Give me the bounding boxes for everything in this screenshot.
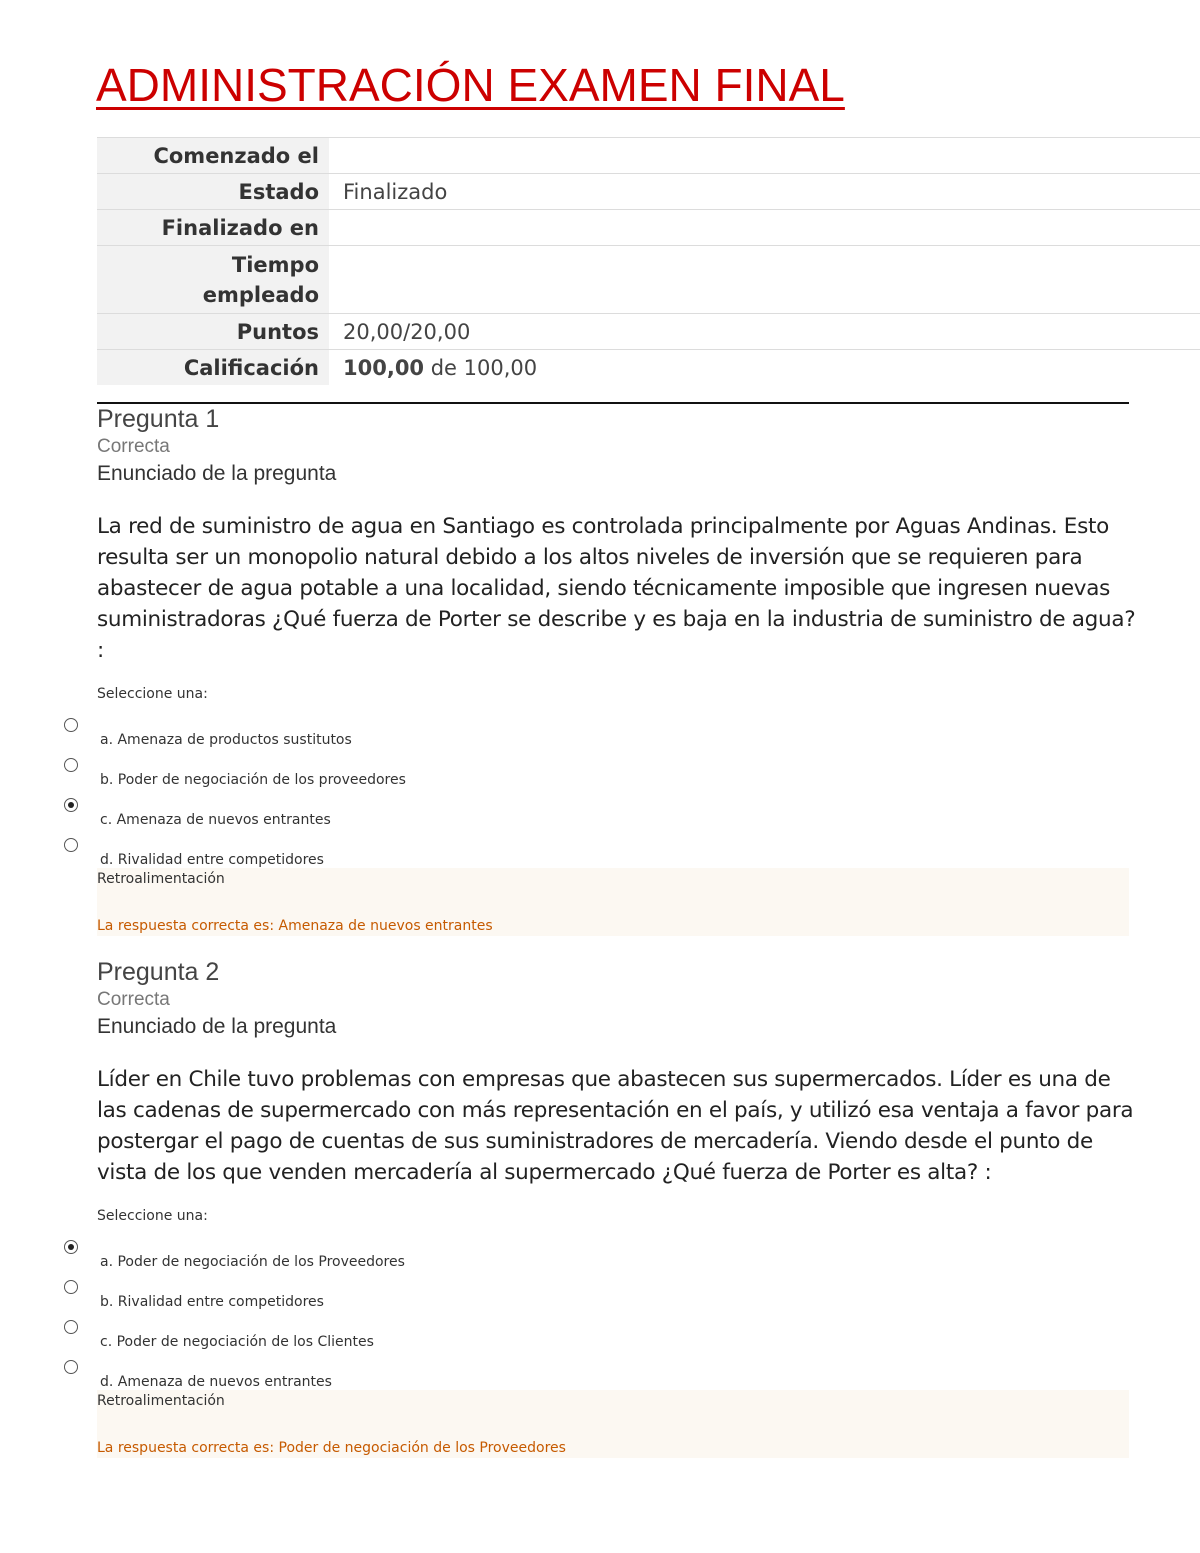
summary-row-time [97, 246, 1200, 314]
option-label: a. Amenaza de productos sustitutos [100, 732, 352, 748]
answer-options [97, 1234, 1137, 1394]
question-heading: Enunciado de la pregunta [97, 462, 337, 485]
option-a[interactable] [97, 1234, 1137, 1274]
radio-b[interactable] [64, 1280, 78, 1294]
started-value [329, 138, 1200, 174]
option-label: c. Poder de negociación de los Clientes [100, 1334, 374, 1350]
option-d[interactable] [97, 1354, 1137, 1394]
points-label: Puntos [97, 314, 329, 350]
option-label: d. Rivalidad entre competidores [100, 852, 324, 868]
option-label: b. Rivalidad entre competidores [100, 1294, 324, 1310]
radio-d[interactable] [64, 838, 78, 852]
time-label-line1: Tiempo [231, 252, 319, 277]
radio-a[interactable] [64, 718, 78, 732]
question-text: Líder en Chile tuvo problemas con empresas que abastecen sus supermercados. Líder es una de las cadenas de supermercado con más representación en el país, y utilizó esa ventaja a favor para postergar el pago de cuentas de sus suministradores de mercadería. Viendo desde el punto de vista de los que venden mercadería al supermercado ¿Qué fuerza de Porter es alta? : [97, 1067, 1134, 1185]
feedback-answer: La respuesta correcta es: Poder de negociación de los Proveedores [97, 1440, 566, 1456]
question-state: Correcta [97, 436, 170, 457]
grade-value: 100,00 [343, 355, 425, 380]
started-label: Comenzado el [97, 138, 329, 174]
question-text: La red de suministro de agua en Santiago es controlada principalmente por Aguas Andinas. Esto resulta ser un monopolio natural debido a los altos niveles de inversión que se requieren para abastecer de agua potable a una localidad, siendo técnicamente imposible que ingresen nuevas suministradoras ¿Qué fuerza de Porter se describe y es baja en la industria de suministro de agua? : [97, 514, 1136, 663]
status-value: Finalizado [329, 174, 1200, 210]
radio-c-selected[interactable] [64, 798, 78, 812]
option-label: a. Poder de negociación de los Proveedores [100, 1254, 405, 1270]
grade-suffix: de 100,00 [424, 355, 538, 380]
answer-options [97, 712, 1137, 872]
summary-row-started [97, 138, 1200, 174]
feedback-label: Retroalimentación [97, 1393, 225, 1409]
points-value: 20,00/20,00 [329, 314, 1200, 350]
option-b[interactable] [97, 752, 1137, 792]
page-title: ADMINISTRACIÓN EXAMEN FINAL [96, 59, 845, 111]
status-label: Estado [97, 174, 329, 210]
option-label: d. Amenaza de nuevos entrantes [100, 1374, 332, 1390]
select-prompt: Seleccione una: [97, 686, 208, 702]
feedback-box [97, 868, 1129, 936]
attempt-summary-table [97, 137, 1200, 385]
summary-row-points [97, 314, 1200, 350]
option-label: b. Poder de negociación de los proveedores [100, 772, 406, 788]
option-b[interactable] [97, 1274, 1137, 1314]
finished-label: Finalizado en [97, 210, 329, 246]
option-label: c. Amenaza de nuevos entrantes [100, 812, 331, 828]
question-title: Pregunta 2 [97, 958, 220, 986]
radio-a-selected[interactable] [64, 1240, 78, 1254]
section-divider [97, 402, 1129, 404]
grade-label: Calificación [97, 350, 329, 386]
summary-row-finished [97, 210, 1200, 246]
time-label-line2: empleado [202, 282, 319, 307]
feedback-label: Retroalimentación [97, 871, 225, 887]
option-c[interactable] [97, 792, 1137, 832]
feedback-answer: La respuesta correcta es: Amenaza de nuevos entrantes [97, 918, 493, 934]
select-prompt: Seleccione una: [97, 1208, 208, 1224]
question-state: Correcta [97, 989, 170, 1010]
radio-b[interactable] [64, 758, 78, 772]
feedback-box [97, 1390, 1129, 1458]
summary-row-grade [97, 350, 1200, 386]
grade-value-cell [329, 350, 1200, 386]
question-1 [97, 405, 1137, 936]
radio-d[interactable] [64, 1360, 78, 1374]
option-d[interactable] [97, 832, 1137, 872]
summary-row-status [97, 174, 1200, 210]
radio-c[interactable] [64, 1320, 78, 1334]
finished-value [329, 210, 1200, 246]
option-a[interactable] [97, 712, 1137, 752]
time-value [329, 246, 1200, 314]
question-2 [97, 958, 1137, 1458]
option-c[interactable] [97, 1314, 1137, 1354]
question-heading: Enunciado de la pregunta [97, 1015, 337, 1038]
time-label [97, 246, 329, 314]
question-title: Pregunta 1 [97, 405, 220, 433]
